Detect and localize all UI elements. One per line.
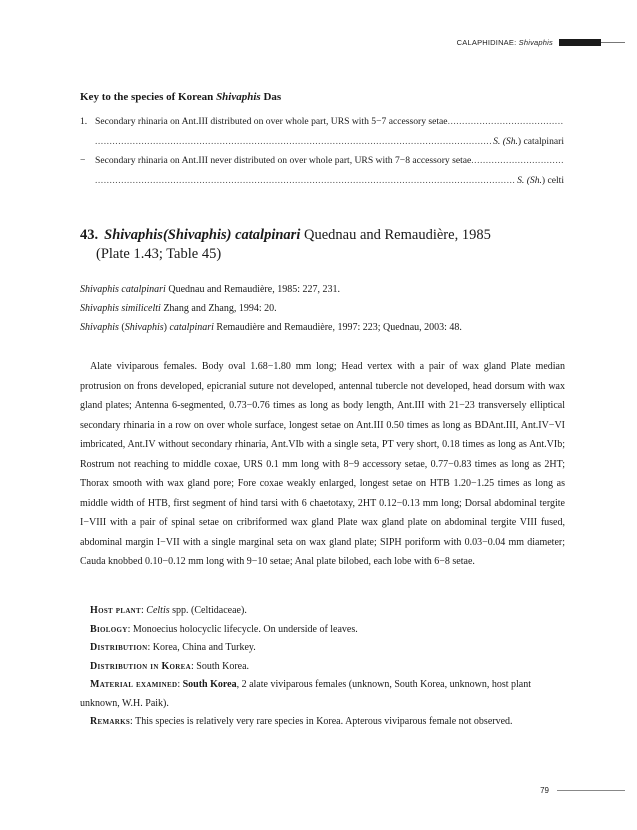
biology: Biology: Monoecius holocyclic lifecycle. On underside of leaves. — [90, 624, 358, 635]
leader-dots — [448, 116, 564, 128]
couplet-result: S. (Sh.) celti — [517, 175, 564, 186]
synonym-line: Shivaphis catalpinari Quednau and Remaudière, 1985: 227, 231. — [80, 284, 340, 295]
key-title: Key to the species of Korean Shivaphis Das — [80, 91, 282, 103]
synonym-line: Shivaphis (Shivaphis) catalpinari Remaudière and Remaudière, 1997: 223; Quednau, 2003: 48. — [80, 322, 462, 333]
distribution-in-korea: Distribution in Korea: South Korea. — [90, 661, 250, 672]
species-plate-ref: (Plate 1.43; Table 45) — [96, 246, 222, 262]
couplet-result: S. (Sh.) catalpinari — [493, 136, 564, 147]
key-couplet-2-result — [95, 175, 564, 187]
leader-dots — [95, 175, 515, 187]
footer-rule — [557, 790, 625, 791]
key-couplet-1-result — [95, 136, 564, 148]
running-header-text: CALAPHIDINAE: Shivaphis — [456, 37, 553, 47]
species-description — [80, 357, 565, 572]
synonym-line: Shivaphis similicelti Zhang and Zhang, 1994: 20. — [80, 303, 277, 314]
species-heading: 43. Shivaphis(Shivaphis) catalpinari Quednau and Remaudière, 1985 — [80, 227, 491, 243]
page-number: 79 — [540, 786, 549, 795]
key-couplet-2 — [80, 155, 564, 167]
couplet-text: Secondary rhinaria on Ant.III never distributed on over whole part, URS with 7−8 accessory setae — [95, 155, 472, 166]
leader-dots — [95, 136, 491, 148]
couplet-marker: 1. — [80, 116, 88, 127]
remarks: Remarks: This species is relatively very rare species in Korea. Apterous viviparous female not observed. — [90, 716, 513, 727]
couplet-marker: − — [80, 155, 86, 166]
header-rule — [601, 42, 625, 43]
page-footer — [540, 786, 625, 795]
material-examined: Material examined: South Korea, 2 alate viviparous females (unknown, South Korea, unknown, host plant unknown, W.H. Paik). — [80, 679, 531, 709]
key-couplet-1 — [80, 116, 564, 128]
host-plant: Host plant: Celtis spp. (Celtidaceae). — [90, 605, 247, 616]
leader-dots — [471, 155, 564, 167]
running-header — [457, 37, 625, 47]
distribution: Distribution: Korea, China and Turkey. — [90, 642, 256, 653]
description-paragraph: Alate viviparous females. Body oval 1.68−1.80 mm long; Head vertex with a pair of wax gland Plate median protrusion on frons developed, epicranial suture not developed, antennal tubercle not developed, head dorsum with wax gland plates; Antenna 6-segmented, 0.73−0.76 times as long as body length, Ant.III with 21−23 transversely elliptical secondary rhinaria in a row on over whole surface, longest setae on Ant.III 0.50 times as long as BDAnt.III, Ant.IV−VI imbricated, Ant.IV without secondary rhinaria, Ant.VIb with a single seta, PT very short, 0.18 times as long as Ant.VIb; Rostrum not reaching to middle coxae, URS 0.1 mm long with 8−9 accessory setae, 0.77−0.83 times as long as 2HT; Thorax smooth with wax gland pore; Fore coxae weakly enlarged, longest setae on HTB 1.20−1.25 times as long as middle width of HTB, first segment of hind tarsi with 6 chaetotaxy, 2HT 0.12−0.13 mm long; Dorsal abdominal tergite I−VIII with a pair of spinal setae on cribriformed wax gland Plate wax gland plate on abdominal tergite VIII fused, abdominal margin I−VII with a single marginal seta on wax gland plate; SIPH poriform with 0.03−0.04 mm diameter; Cauda knobbed 0.10−0.12 mm long with 9−10 setae; Anal plate bilobed, each lobe with 6−8 setae. — [80, 361, 565, 567]
header-bar — [559, 39, 601, 46]
couplet-text: Secondary rhinaria on Ant.III distributed on over whole part, URS with 5−7 accessory setae — [95, 116, 448, 127]
